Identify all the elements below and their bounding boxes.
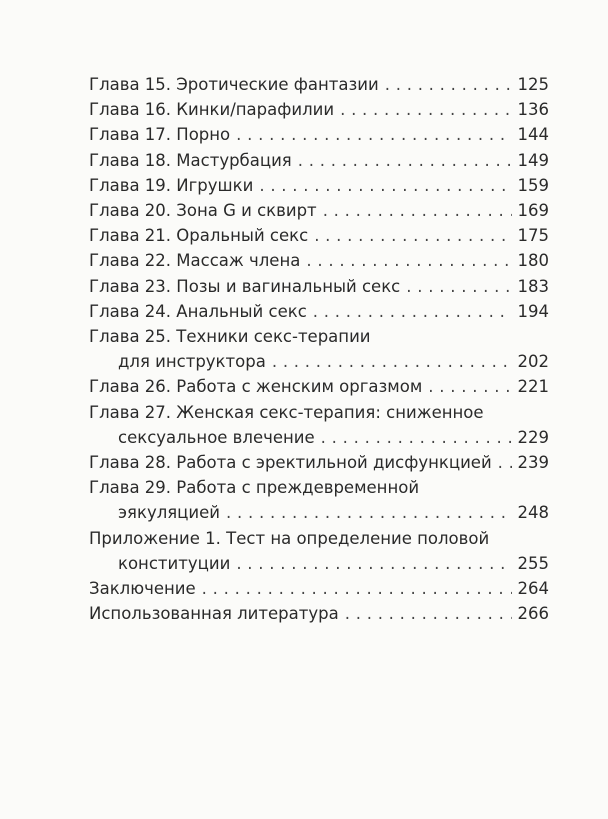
toc-page-number: 175 — [517, 226, 549, 246]
toc-entry-line — [89, 248, 549, 273]
toc-entry — [89, 450, 549, 475]
toc-entry-line — [89, 450, 549, 475]
dot-leader — [306, 248, 511, 273]
toc-entry-line — [89, 475, 549, 500]
toc-page-number: 183 — [517, 276, 549, 296]
toc-entry-title: Глава 29. Работа с преждевременной — [89, 478, 420, 498]
toc-entry-line — [89, 500, 549, 525]
toc-entry-line — [89, 72, 549, 97]
toc-entry — [89, 601, 549, 626]
dot-leader — [298, 148, 512, 173]
dot-leader — [272, 349, 512, 374]
dot-leader — [385, 72, 512, 97]
toc-page-number: 255 — [517, 553, 549, 573]
toc-entry-line — [89, 400, 549, 425]
toc-entry-title: Глава 18. Мастурбация — [89, 150, 292, 170]
toc-entry — [89, 324, 549, 374]
toc-entry-line — [89, 425, 549, 450]
toc-entry — [89, 122, 549, 147]
toc-page-number: 266 — [517, 604, 549, 624]
toc-entry-line — [89, 324, 549, 349]
toc-entry-title: Глава 16. Кинки/парафилии — [89, 100, 335, 120]
toc-entry — [89, 198, 549, 223]
toc-entry-line — [89, 299, 549, 324]
toc-page-number: 144 — [517, 125, 549, 145]
dot-leader — [226, 500, 511, 525]
toc-entry-line — [89, 148, 549, 173]
toc-entry-title: Использованная литература — [89, 604, 339, 624]
toc-entry-title: Глава 20. Зона G и сквирт — [89, 201, 317, 221]
dot-leader — [236, 551, 511, 576]
toc-entry-title: Заключение — [89, 579, 196, 599]
toc-entry-line — [89, 576, 549, 601]
toc-entry-line — [89, 274, 549, 299]
table-of-contents — [89, 72, 549, 626]
dot-leader — [323, 198, 512, 223]
dot-leader — [340, 97, 511, 122]
dot-leader — [321, 425, 512, 450]
toc-entry-line — [89, 198, 549, 223]
dot-leader — [202, 576, 512, 601]
toc-page-number: 264 — [517, 579, 549, 599]
toc-page-number: 169 — [517, 201, 549, 221]
toc-page-number: 125 — [517, 75, 549, 94]
toc-entry — [89, 248, 549, 273]
toc-page-number: 221 — [517, 377, 549, 397]
toc-entry-title: Глава 15. Эротические фантазии — [89, 75, 379, 94]
toc-entry — [89, 148, 549, 173]
toc-page-number: 229 — [517, 427, 549, 447]
toc-entry — [89, 173, 549, 198]
toc-entry-title: Приложение 1. Тест на определение половой — [89, 528, 490, 548]
toc-entry — [89, 72, 549, 97]
dot-leader — [406, 274, 511, 299]
toc-entry-line — [89, 97, 549, 122]
toc-entry-line — [89, 374, 549, 399]
toc-entry-title: Глава 25. Техники секс-терапии — [89, 327, 371, 347]
toc-entry — [89, 223, 549, 248]
toc-page-number: 248 — [517, 503, 549, 523]
toc-entry-title: Глава 24. Анальный секс — [89, 301, 307, 321]
toc-entry-line — [89, 122, 549, 147]
toc-page-number: 149 — [517, 150, 549, 170]
toc-page-number: 194 — [517, 301, 549, 321]
toc-entry-line — [89, 173, 549, 198]
dot-leader — [428, 374, 511, 399]
toc-entry — [89, 374, 549, 399]
toc-entry — [89, 526, 549, 576]
toc-entry — [89, 274, 549, 299]
toc-entry — [89, 576, 549, 601]
toc-entry-line — [89, 223, 549, 248]
toc-page-number: 202 — [517, 352, 549, 372]
toc-entry-line — [89, 526, 549, 551]
toc-entry-line — [89, 551, 549, 576]
dot-leader — [259, 173, 511, 198]
toc-entry-title: Глава 27. Женская секс-терапия: сниженное — [89, 402, 484, 422]
toc-entry-title: Глава 19. Игрушки — [89, 175, 254, 195]
toc-entry-title: Глава 28. Работа с эректильной дисфункцией — [89, 453, 492, 473]
toc-entry — [89, 299, 549, 324]
dot-leader — [313, 299, 512, 324]
dot-leader — [236, 122, 511, 147]
toc-page-number: 180 — [517, 251, 549, 271]
toc-entry-title: Глава 22. Массаж члена — [89, 251, 301, 271]
toc-entry-line — [89, 349, 549, 374]
toc-entry — [89, 400, 549, 450]
dot-leader — [345, 601, 512, 626]
toc-page-number: 136 — [517, 100, 549, 120]
toc-entry — [89, 97, 549, 122]
toc-entry-title: сексуальное влечение — [118, 427, 315, 447]
dot-leader — [498, 450, 512, 475]
toc-entry-title: Глава 23. Позы и вагинальный секс — [89, 276, 401, 296]
toc-entry-title: Глава 26. Работа с женским оргазмом — [89, 377, 423, 397]
toc-entry — [89, 475, 549, 525]
toc-entry-title: конституции — [118, 553, 231, 573]
dot-leader — [314, 223, 511, 248]
toc-entry-title: Глава 21. Оральный секс — [89, 226, 309, 246]
toc-entry-title: эякуляцией — [118, 503, 221, 523]
toc-entry-title: для инструктора — [118, 352, 266, 372]
toc-entry-title: Глава 17. Порно — [89, 125, 231, 145]
toc-page-number: 239 — [517, 453, 549, 473]
toc-entry-line — [89, 601, 549, 626]
toc-page-number: 159 — [517, 175, 549, 195]
